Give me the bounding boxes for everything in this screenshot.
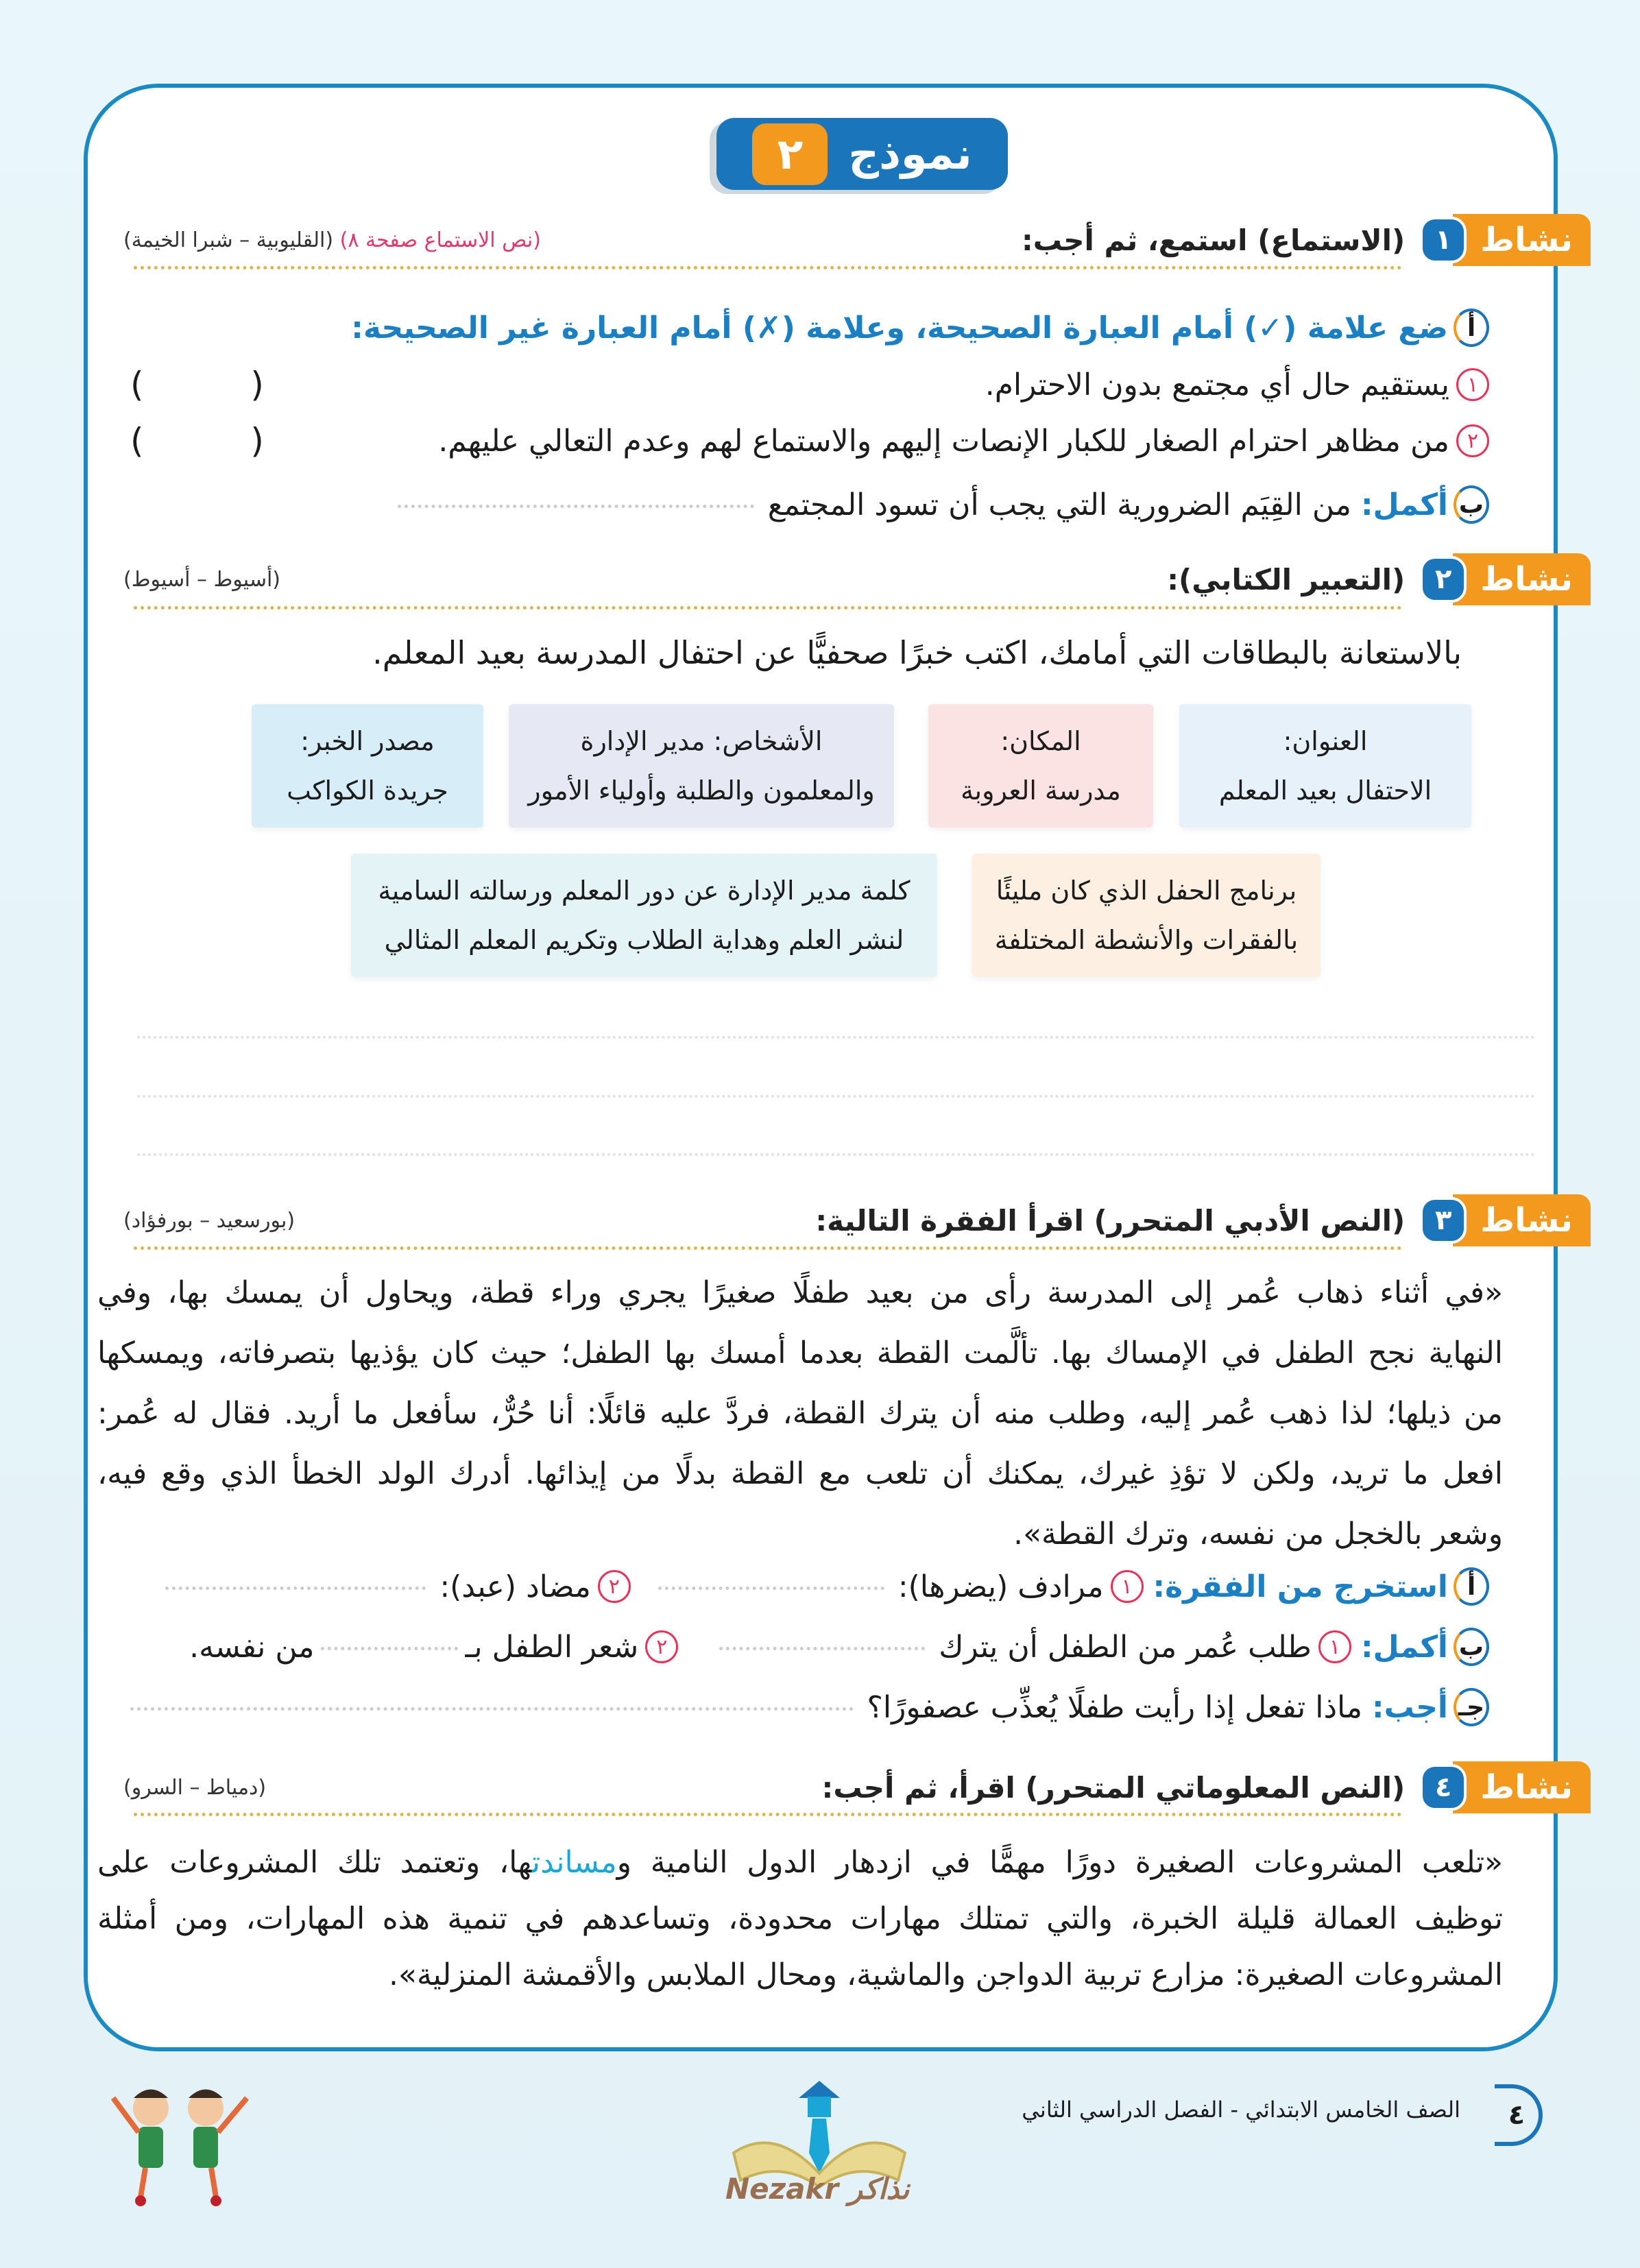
complete-prompt-2-end: من نفسه.: [189, 1629, 315, 1665]
activity-badge: نشاط: [1453, 214, 1591, 266]
card-speech: [351, 854, 937, 977]
passage-line: توظيف العمالة قليلة الخبرة، والتي تمتلك مهارات محدودة، وتساعدهم في تنمية هذه المهارات، ومن أمثلة: [97, 1901, 1503, 1936]
passage-line: المشروعات الصغيرة: مزارع تربية الدواجن والماشية، ومحال الملابس والأقمشة المنزلية».: [389, 1957, 1503, 1992]
answer-blank[interactable]: [719, 1643, 925, 1650]
number-badge: ١: [1318, 1630, 1351, 1663]
question-complete: [130, 1628, 1489, 1666]
question-extract: [130, 1567, 1489, 1606]
divider: [134, 1813, 1402, 1816]
card-value: بالفقرات والأنشطة المختلفة: [994, 925, 1299, 955]
question-answer: [130, 1688, 1489, 1726]
statement-2: [130, 421, 1489, 461]
question-a: [130, 309, 1489, 347]
question-text: ماذا تفعل إذا رأيت طفلًا يُعذِّب عصفورًا؟: [867, 1689, 1363, 1725]
number-badge: ٢: [598, 1570, 631, 1603]
activity-title: (التعبير الكتابي):: [1167, 562, 1406, 596]
text-run: «تلعب المشروعات الصغيرة دورًا مهمًّا في ازدهار الدول النامية و: [616, 1845, 1503, 1880]
activity-title: (النص المعلوماتي المتحرر) اقرأ، ثم أجب:: [821, 1770, 1406, 1805]
page-number: ٤: [1495, 2084, 1543, 2146]
extract-label: استخرج من الفقرة:: [1153, 1569, 1448, 1604]
title-number: ٢: [752, 123, 828, 185]
highlighted-word: مساندت: [531, 1845, 617, 1880]
card-program: [972, 854, 1321, 977]
passage-line: «في أثناء ذهاب عُمر إلى المدرسة رأى من بعيد طفلًا صغيرًا يجري وراء قطة، ويحاول أن يمسك بها، وفي: [97, 1275, 1503, 1310]
statement-text: من مظاهر احترام الصغار للكبار الإنصات إليهم والاستماع لهم وعدم التعالي عليهم.: [438, 423, 1449, 459]
footer-grade-text: الصف الخامس الابتدائي - الفصل الدراسي الثاني: [1022, 2097, 1460, 2123]
kids-illustration: [103, 2071, 261, 2208]
card-value: مدرسة العروبة: [961, 775, 1121, 806]
card-value: جريدة الكواكب: [287, 775, 448, 806]
answer-line[interactable]: [137, 1095, 1536, 1098]
activity-source: [123, 228, 541, 252]
card-value: والمعلمون والطلبة وأولياء الأمور: [528, 775, 875, 806]
listening-ref: (نص الاستماع صفحة ٨): [339, 228, 541, 252]
letter-badge: أ: [1454, 309, 1489, 347]
card-label: المكان:: [1000, 726, 1081, 756]
complete-label: أكمل:: [1360, 487, 1448, 522]
synonym-prompt: مرادف (يضرها):: [897, 1569, 1104, 1604]
answer-parentheses[interactable]: ( ): [130, 365, 312, 405]
passage-line: النهاية نجح الطفل في الإمساك بها. تألَّمت القطة بعدما أمسك بها الطفل؛ حيث كان يؤذيها بتصرفاته، ويمسكها: [97, 1336, 1503, 1371]
logo-text: Nezakr نذاكر: [725, 2172, 910, 2206]
activity-source: (أسيوط – أسيوط): [123, 567, 281, 592]
activity-source: (بورسعيد – بورفؤاد): [123, 1208, 296, 1233]
number-badge: ٢: [645, 1630, 678, 1663]
complete-prompt-2: شعر الطفل بـ: [465, 1629, 639, 1665]
card-label: مصدر الخبر:: [300, 726, 435, 756]
passage-line: من ذيلها؛ لذا ذهب عُمر إليه، وطلب منه أن يترك القطة، فردَّ عليه قائلًا: أنا حُرٌّ، سأفعل ما أريد. فقال له عُمر:: [97, 1396, 1503, 1431]
answer-label: أجب:: [1372, 1689, 1448, 1725]
card-label: برنامج الحفل الذي كان مليئًا: [996, 876, 1297, 906]
activity-number: ٣: [1420, 1197, 1467, 1244]
complete-label: أكمل:: [1360, 1629, 1448, 1665]
card-value: الاحتفال بعيد المعلم: [1218, 775, 1432, 806]
card-value: لنشر العلم وهداية الطلاب وتكريم المعلم المثالي: [384, 925, 904, 955]
answer-blank[interactable]: [658, 1583, 884, 1590]
activity-2-header: [123, 552, 1591, 607]
answer-blank[interactable]: [130, 1704, 854, 1711]
activity-4-header: [123, 1760, 1591, 1815]
question-text: من القِيَم الضرورية التي يجب أن تسود المجتمع: [767, 487, 1351, 522]
card-people: [509, 704, 894, 828]
model-title: [716, 118, 1008, 190]
card-label: كلمة مدير الإدارة عن دور المعلم ورسالته السامية: [378, 876, 911, 906]
activity-badge: نشاط: [1453, 1761, 1591, 1813]
answer-line[interactable]: [137, 1036, 1536, 1039]
answer-line[interactable]: [137, 1153, 1536, 1156]
card-place: [928, 704, 1153, 828]
children-icon: [103, 2071, 261, 2208]
number-badge: ٢: [1456, 424, 1489, 457]
writing-instruction: بالاستعانة بالبطاقات التي أمامك، اكتب خبرًا صحفيًّا عن احتفال المدرسة بعيد المعلم.: [372, 634, 1462, 671]
letter-badge: أ: [1454, 1567, 1489, 1606]
activity-badge: نشاط: [1453, 1194, 1591, 1246]
passage-line: وشعر بالخجل من نفسه، وترك القطة».: [1013, 1517, 1503, 1552]
passage-line: افعل ما تريد، ولكن لا تؤذِ غيرك، يمكنك أن تلعب مع القطة بدلًا من إيذائها. أدرك الولد الخطأ الذي وقع فيه،: [97, 1456, 1503, 1491]
activity-title: (الاستماع) استمع، ثم أجب:: [1021, 223, 1406, 257]
text-run: ها، وتعتمد تلك المشروعات على: [97, 1845, 532, 1880]
number-badge: ١: [1456, 368, 1489, 401]
complete-prompt-1: طلب عُمر من الطفل أن يترك: [939, 1629, 1312, 1665]
instruction: ضع علامة (✓) أمام العبارة الصحيحة، وعلامة (✗) أمام العبارة غير الصحيحة:: [351, 310, 1448, 346]
divider: [134, 606, 1402, 610]
informational-passage: [97, 1835, 1503, 2003]
activity-number: ٤: [1420, 1764, 1467, 1811]
card-source: [252, 704, 483, 828]
statement-1: [130, 365, 1489, 405]
statement-text: يستقيم حال أي مجتمع بدون الاحترام.: [985, 367, 1449, 402]
activity-number: ١: [1420, 217, 1467, 263]
number-badge: ١: [1111, 1570, 1144, 1603]
card-label: الأشخاص: مدير الإدارة: [580, 726, 823, 756]
question-b: [130, 485, 1489, 524]
activity-source: (دمياط – السرو): [123, 1775, 267, 1800]
card-title: [1179, 704, 1471, 828]
source-region: (القليوبية – شبرا الخيمة): [123, 228, 334, 252]
letter-badge: جـ: [1454, 1688, 1489, 1726]
activity-number: ٢: [1420, 556, 1467, 603]
answer-blank[interactable]: [165, 1583, 426, 1590]
antonym-prompt: مضاد (عبد):: [439, 1569, 591, 1604]
answer-blank[interactable]: [398, 501, 754, 508]
answer-blank[interactable]: [321, 1643, 458, 1650]
letter-badge: ب: [1454, 1628, 1489, 1666]
answer-parentheses[interactable]: ( ): [130, 421, 312, 461]
activity-1-header: [123, 213, 1591, 267]
divider: [134, 1246, 1402, 1250]
divider: [134, 266, 1402, 269]
title-label: نموذج: [848, 129, 972, 179]
activity-title: (النص الأدبي المتحرر) اقرأ الفقرة التالية:: [815, 1203, 1406, 1238]
activity-3-header: [123, 1193, 1591, 1248]
literary-passage: [97, 1263, 1503, 1565]
letter-badge: ب: [1454, 485, 1489, 524]
passage-line: [97, 1835, 1503, 1891]
activity-badge: نشاط: [1453, 553, 1591, 605]
card-label: العنوان:: [1283, 726, 1368, 756]
